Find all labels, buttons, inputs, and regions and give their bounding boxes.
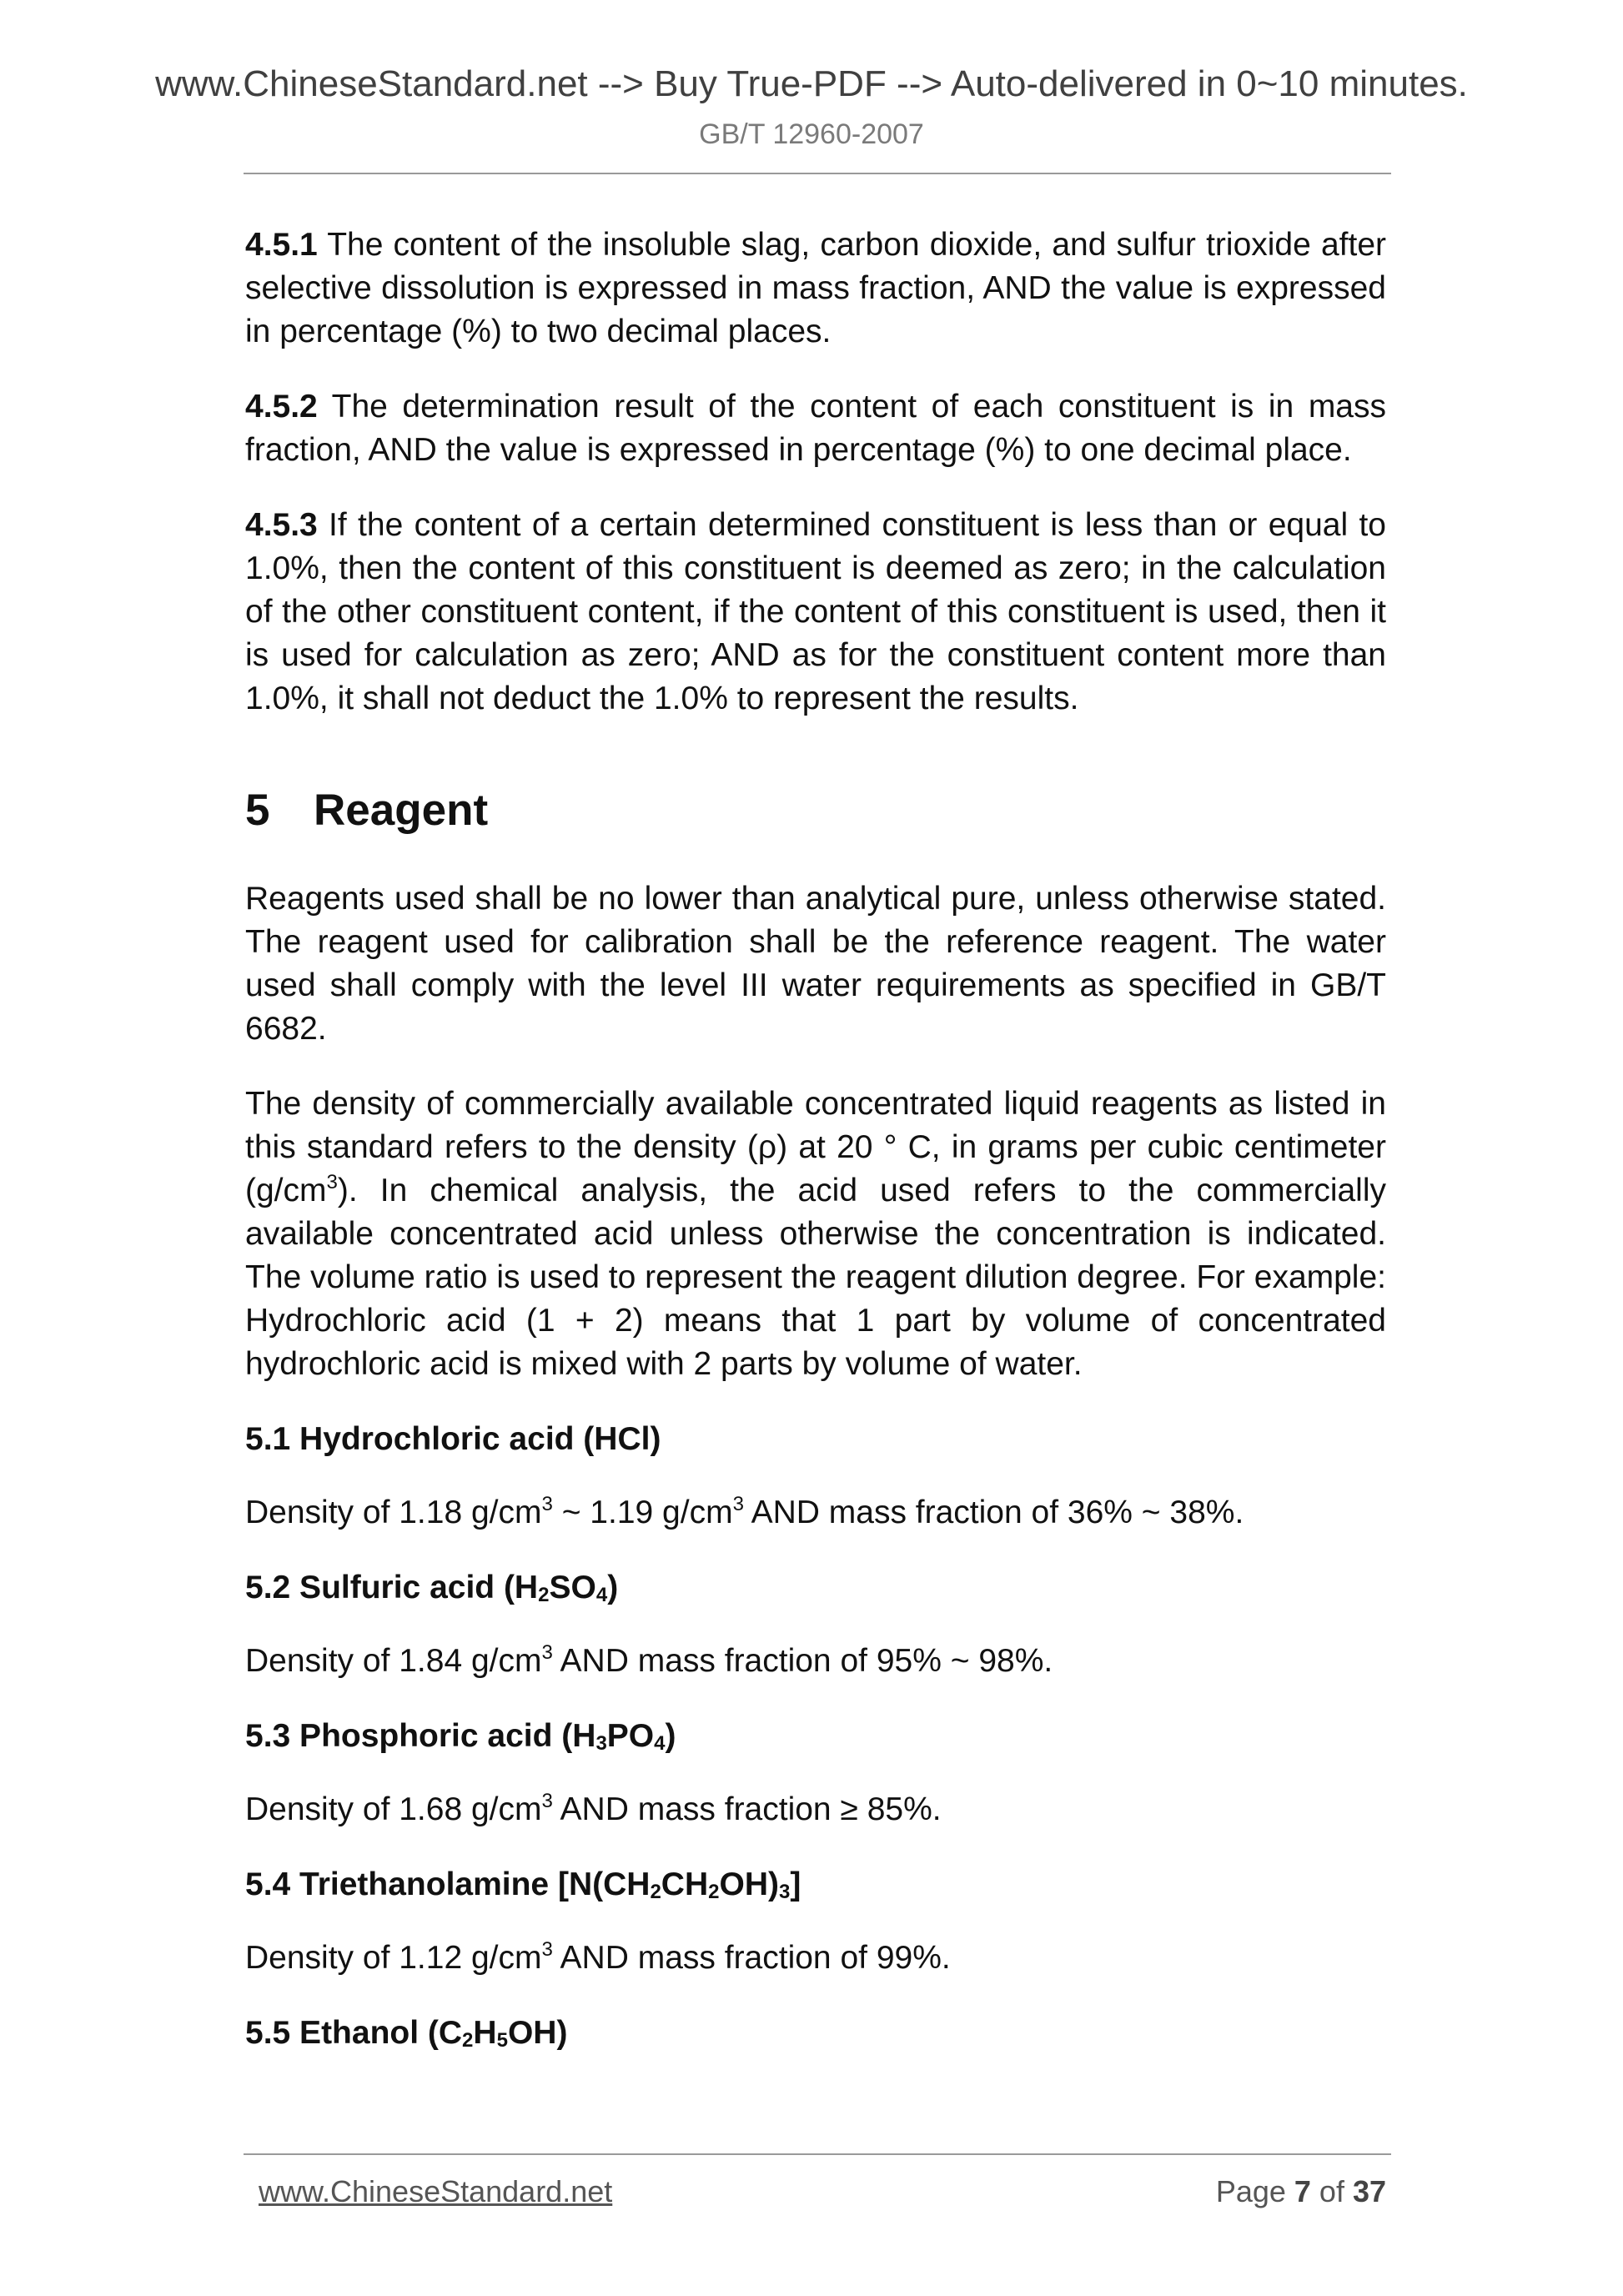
clause-4-5-1 (245, 224, 1386, 354)
clause-4-5-3 (245, 504, 1386, 721)
page-indicator: Page 7 of 37 (1215, 2174, 1386, 2208)
header-divider (244, 173, 1391, 174)
intro-paragraph: Reagents used shall be no lower than analytical pure, unless otherwise stated. The reagent used for calibration shall be the reference reagent. The water used shall comply with the level III water requirements as specified in GB/T 6682. (245, 881, 1386, 1047)
clause-number: 4.5.1 (245, 227, 318, 263)
density-paragraph: The density of commercially available concentrated liquid reagents as listed in this standard refers to the density (ρ) at 20 ° C, in grams per cubic centimeter $(g/cm^3)$. In chemical analysis, the acid used refers to the commercially available concentrated acid unless otherwise the concentration is indicated. The volume ratio is used to represent the reagent dilution degree. For example: Hydrochloric acid (1 + 2) means that 1 part by volume of concentrated hydrochloric acid is mixed with 2 parts by volume of water. (245, 1086, 1386, 1382)
header-title: www.ChineseStandard.net --> Buy True-PDF --> Auto-delivered in 0~10 minutes. (155, 63, 1468, 104)
reagent-density-5-3: Density of 1.68 $g/cm^3$ AND mass fraction ≥ 85%. (245, 1790, 942, 1827)
clause-text: The determination result of the content of each constituent is in mass fraction, AND the value is expressed in percentage (%) to one decimal place. (245, 389, 1386, 468)
reagent-density-5-4: Density of 1.12 $g/cm^3$ AND mass fraction of 99%. (245, 1938, 951, 1976)
footer-site-link[interactable]: www.ChineseStandard.net (259, 2174, 613, 2208)
total-pages: 37 (1352, 2174, 1386, 2208)
reagent-heading-5-2: 5.2 Sulfuric acid $(H_2SO_4)$ (245, 1570, 619, 1606)
clause-text: The content of the insoluble slag, carbon dioxide, and sulfur trioxide after selective dissolution is expressed in mass fraction, AND the value is expressed in percentage (%) to two decimal places. (245, 227, 1386, 349)
reagent-heading-5-5: 5.5 Ethanol $(C_2H_5OH)$ (245, 2015, 568, 2052)
footer-divider (244, 2153, 1391, 2155)
reagent-heading-5-3: 5.3 Phosphoric acid $(H_3PO_4)$ (245, 1718, 676, 1755)
clause-number: 4.5.3 (245, 507, 318, 543)
reagent-heading-5-4: 5.4 Triethanolamine $[N(CH_2CH_2OH)_3]$ (245, 1866, 801, 1903)
standard-code: GB/T 12960-2007 (699, 118, 924, 150)
current-page: 7 (1294, 2174, 1311, 2208)
section-heading (245, 784, 1386, 837)
reagent-density-5-1: Density of 1.18 $g/cm^3$ ~ 1.19 $g/cm^3$ AND mass fraction of 36% ~ 38%. (245, 1493, 1244, 1530)
section-number: 5 (245, 786, 270, 835)
clause-4-5-2 (245, 385, 1386, 472)
document-body (245, 224, 1386, 2055)
clause-number: 4.5.2 (245, 389, 318, 425)
section-title: Reagent (314, 786, 489, 835)
reagent-heading-5-1: 5.1 Hydrochloric acid (HCl) (245, 1421, 661, 1457)
clause-text: If the content of a certain determined constituent is less than or equal to 1.0%, then the content of this constituent is deemed as zero; in the calculation of the other constituent content, if the content of this constituent is used, then it is used for calculation as zero; AND as for the constituent content more than 1.0%, it shall not deduct the 1.0% to represent the results. (245, 507, 1386, 716)
reagent-density-5-2: Density of 1.84 $g/cm^3$ AND mass fraction of 95% ~ 98%. (245, 1641, 1053, 1679)
